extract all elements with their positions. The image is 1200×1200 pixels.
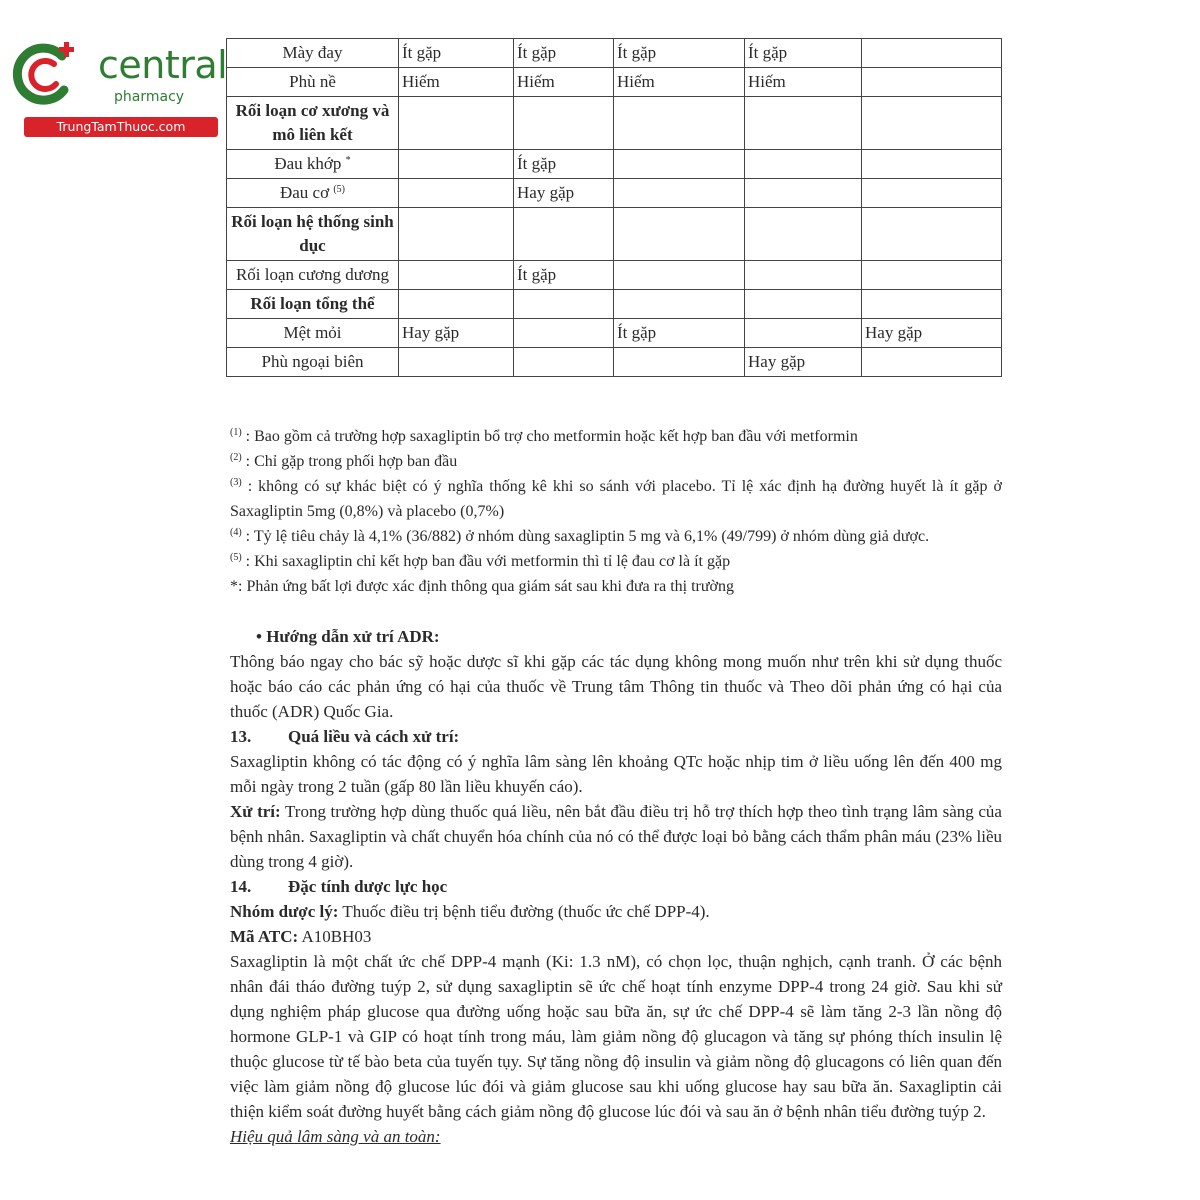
table-row <box>227 68 1002 97</box>
atc-code: Mã ATC: A10BH03 <box>230 927 372 946</box>
table-cell: Hiếm <box>614 68 745 97</box>
section-13-heading: 13. Quá liều và cách xử trí: <box>230 727 460 746</box>
adr-text: Thông báo ngay cho bác sỹ hoặc dược sĩ khi gặp các tác dụng không mong muốn như trên khi sử dụng thuốc hoặc báo cáo các phản ứng có hại của thuốc về Trung tâm Thông tin thuốc và Theo dõi phản ứng có hại của thuốc (ADR) Quốc Gia. <box>230 652 1002 721</box>
table-cell <box>745 290 862 319</box>
table-row-label: Đau khớp * <box>227 150 399 179</box>
table-cell: Hiếm <box>745 68 862 97</box>
table-cell <box>399 208 514 261</box>
table-cell <box>614 208 745 261</box>
table-cell: Ít gặp <box>514 150 614 179</box>
section-13-p1: Saxagliptin không có tác động có ý nghĩa lâm sàng lên khoảng QTc hoặc nhịp tim ở liều uống lên đến 400 mg mỗi ngày trong 2 tuần (gấp 80 lần liều khuyến cáo). <box>230 752 1002 796</box>
table-cell <box>745 261 862 290</box>
table-cell: Ít gặp <box>514 261 614 290</box>
table-cell <box>614 97 745 150</box>
table-group-heading: Rối loạn cơ xương và mô liên kết <box>227 97 399 150</box>
table-row <box>227 179 1002 208</box>
logo-url-badge: TrungTamThuoc.com <box>24 117 218 137</box>
table-cell <box>514 97 614 150</box>
table-row-label: Phù ngoại biên <box>227 348 399 377</box>
table-cell <box>745 150 862 179</box>
table-cell: Ít gặp <box>399 39 514 68</box>
table-cell <box>399 97 514 150</box>
table-cell <box>614 179 745 208</box>
table-cell <box>614 348 745 377</box>
table-cell <box>399 261 514 290</box>
logo-subtitle: pharmacy <box>114 89 185 105</box>
table-cell <box>399 150 514 179</box>
table-cell <box>614 150 745 179</box>
footnote-4: $^{(4)}$ : Tỷ lệ tiêu chảy là 4,1% (36/882) ở nhóm dùng saxagliptin 5 mg và 6,1% (49/799) ở nhóm dùng giả dược. <box>230 527 930 545</box>
document-body <box>230 624 1002 1149</box>
footnote-2: $^{(2)}$ : Chỉ gặp trong phối hợp ban đầu <box>230 452 458 470</box>
adr-heading: • Hướng dẫn xử trí ADR: <box>256 627 440 646</box>
table-cell <box>862 97 1002 150</box>
table-cell <box>862 68 1002 97</box>
table-group-heading: Rối loạn tổng thể <box>227 290 399 319</box>
table-cell <box>614 261 745 290</box>
table-row-label: Phù nề <box>227 68 399 97</box>
table-cell <box>514 208 614 261</box>
logo-wordmark: central <box>98 43 228 87</box>
pharmacologic-group: Nhóm dược lý: Thuốc điều trị bệnh tiểu đường (thuốc ức chế DPP-4). <box>230 902 710 921</box>
table-cell <box>614 290 745 319</box>
table-cell <box>514 319 614 348</box>
table-cell: Ít gặp <box>745 39 862 68</box>
table-row <box>227 39 1002 68</box>
table-cell <box>862 290 1002 319</box>
table-cell: Hay gặp <box>862 319 1002 348</box>
table-row <box>227 97 1002 150</box>
footnote-5: $^{(5)}$ : Khi saxagliptin chỉ kết hợp ban đầu với metformin thì tỉ lệ đau cơ là ít gặp <box>230 552 731 570</box>
table-cell: Hay gặp <box>745 348 862 377</box>
section-13-p2: Xử trí: Trong trường hợp dùng thuốc quá liều, nên bắt đầu điều trị hỗ trợ thích hợp theo tình trạng lâm sàng của bệnh nhân. Saxagliptin và chất chuyển hóa chính của nó có thể được loại bỏ bằng cách thẩm phân máu (23% liều dùng trong 4 giờ). <box>230 802 1002 871</box>
table-cell <box>399 290 514 319</box>
table-cell <box>862 261 1002 290</box>
table-cell <box>862 179 1002 208</box>
table-cell <box>862 348 1002 377</box>
table-cell: Ít gặp <box>614 39 745 68</box>
table-footnotes <box>230 424 1002 599</box>
brand-logo <box>10 38 228 138</box>
table-cell: Ít gặp <box>514 39 614 68</box>
footnote-1: $^{(1)}$ : Bao gồm cả trường hợp saxagliptin bổ trợ cho metformin hoặc kết hợp ban đầu với metformin <box>230 427 858 445</box>
table-cell: Hiếm <box>514 68 614 97</box>
table-row-label: Rối loạn cương dương <box>227 261 399 290</box>
table-cell <box>514 290 614 319</box>
table-cell <box>745 208 862 261</box>
footnote-star: *: Phản ứng bất lợi được xác định thông qua giám sát sau khi đưa ra thị trường <box>230 578 734 595</box>
table-row-label: Mệt mỏi <box>227 319 399 348</box>
table-row <box>227 348 1002 377</box>
table-row <box>227 319 1002 348</box>
central-pharmacy-logo-icon <box>10 38 80 108</box>
section-14-heading: 14. Đặc tính dược lực học <box>230 877 448 896</box>
section-14-p1: Saxagliptin là một chất ức chế DPP-4 mạnh (Ki: 1.3 nM), có chọn lọc, thuận nghịch, cạnh tranh. Ở các bệnh nhân đái tháo đường tuýp 2, sử dụng saxagliptin sẽ ức chế hoạt tính enzyme DPP-4 trong 24 giờ. Sau khi sử dụng nghiệm pháp glucose qua đường uống hoặc sau bữa ăn, sự ức chế DPP-4 sẽ làm tăng 2-3 lần nồng độ hormone GLP-1 và GIP có hoạt tính trong máu, làm giảm nồng độ glucagon và tăng sự phóng thích insulin lệ thuộc glucose từ tế bào beta của tuyến tụy. Sự tăng nồng độ insulin và giảm nồng độ glucagons có liên quan đến việc làm giảm nồng độ glucose lúc đói và giảm glucose sau khi uống glucose hay sau bữa ăn. Saxagliptin cải thiện kiểm soát đường huyết bằng cách giảm nồng độ glucose lúc đói và sau ăn ở bệnh nhân tiểu đường tuýp 2. <box>230 952 1002 1121</box>
table-cell: Ít gặp <box>614 319 745 348</box>
table-cell <box>862 39 1002 68</box>
table-cell <box>745 319 862 348</box>
table-cell <box>399 179 514 208</box>
table-cell <box>399 348 514 377</box>
table-row <box>227 290 1002 319</box>
table-cell <box>745 97 862 150</box>
table-row-label: Đau cơ $^{(5)}$ <box>227 179 399 208</box>
table-cell <box>862 208 1002 261</box>
table-cell <box>745 179 862 208</box>
footnote-3: $^{(3)}$ : không có sự khác biệt có ý nghĩa thống kê khi so sánh với placebo. Tỉ lệ xác định hạ đường huyết là ít gặp ở Saxagliptin 5mg (0,8%) và placebo (0,7%) <box>230 477 1002 520</box>
table-row <box>227 208 1002 261</box>
table-cell <box>514 348 614 377</box>
table-row <box>227 261 1002 290</box>
table-cell <box>862 150 1002 179</box>
table-cell: Hay gặp <box>399 319 514 348</box>
table-group-heading: Rối loạn hệ thống sinh dục <box>227 208 399 261</box>
adverse-reactions-table <box>226 38 1002 377</box>
table-cell: Hiếm <box>399 68 514 97</box>
table-row <box>227 150 1002 179</box>
clinical-efficacy-subheading: Hiệu quả lâm sàng và an toàn: <box>230 1127 441 1146</box>
table-cell: Hay gặp <box>514 179 614 208</box>
table-row-label: Mày đay <box>227 39 399 68</box>
